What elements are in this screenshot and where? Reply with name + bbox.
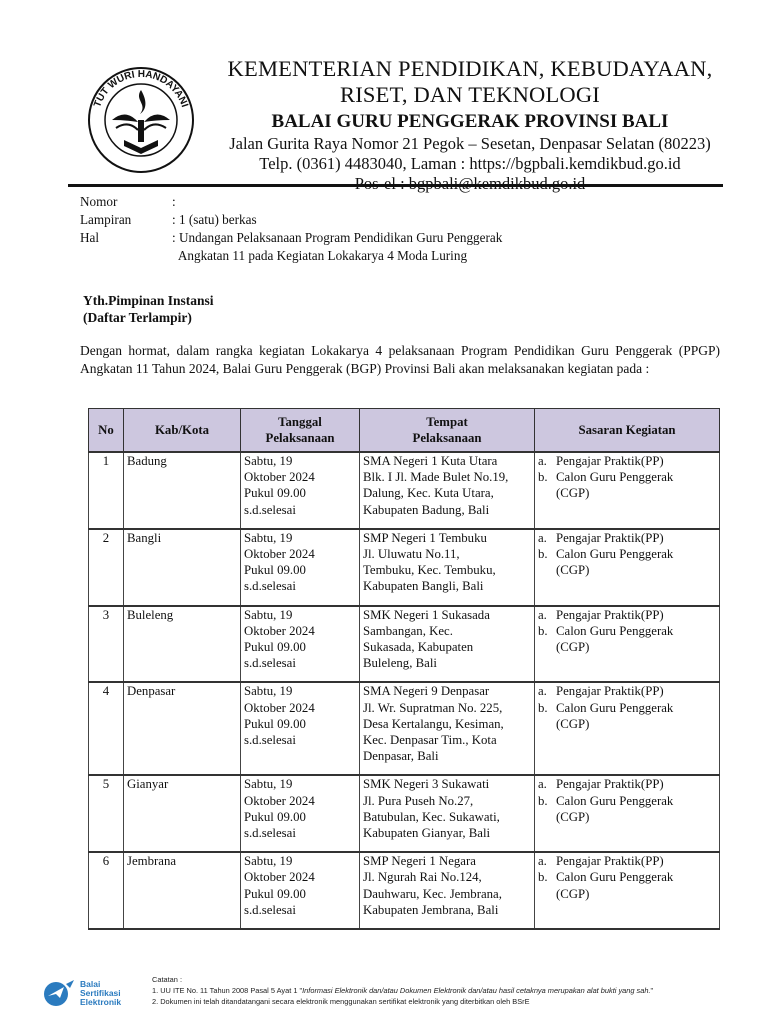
cell-tanggal bbox=[241, 529, 360, 606]
sasaran-marker bbox=[538, 886, 556, 902]
sasaran-text: Pengajar Praktik(PP) bbox=[556, 684, 664, 699]
sasaran-marker bbox=[538, 716, 556, 732]
cell-sasaran bbox=[535, 775, 720, 852]
table-row bbox=[89, 606, 720, 683]
sasaran-item bbox=[538, 716, 716, 732]
lampiran-label: Lampiran bbox=[80, 212, 132, 227]
tempat-line: SMP Negeri 1 Negara bbox=[363, 854, 476, 869]
tanggal-line: Sabtu, 19 bbox=[244, 854, 293, 869]
sasaran-text: (CGP) bbox=[556, 716, 590, 731]
tanggal-line: Sabtu, 19 bbox=[244, 530, 293, 545]
sasaran-item bbox=[538, 546, 716, 562]
cell-kab: Buleleng bbox=[124, 606, 241, 683]
cell-sasaran bbox=[535, 529, 720, 606]
tanggal-line: Oktober 2024 bbox=[244, 470, 315, 485]
tanggal-line: s.d.selesai bbox=[244, 579, 296, 594]
sasaran-text: Pengajar Praktik(PP) bbox=[556, 607, 664, 622]
note-2: 2. Dokumen ini telah ditandatangani secara elektronik menggunakan sertifikat elektronik yang diterbitkan oleh BSrE bbox=[152, 997, 530, 1006]
ministry-name-line1: KEMENTERIAN PENDIDIKAN, KEBUDAYAAN, bbox=[227, 56, 713, 81]
cell-no: 2 bbox=[89, 529, 124, 606]
tanggal-line: Pukul 09.00 bbox=[244, 716, 306, 731]
tempat-line: Blk. I Jl. Made Bulet No.19, bbox=[363, 470, 509, 485]
tanggal-line: Sabtu, 19 bbox=[244, 684, 293, 699]
sasaran-marker: a. bbox=[538, 607, 547, 622]
sasaran-item bbox=[538, 562, 716, 578]
tanggal-line: Oktober 2024 bbox=[244, 623, 315, 638]
sasaran-text: Calon Guru Penggerak bbox=[556, 470, 674, 485]
institution-address: Jalan Gurita Raya Nomor 21 Pegok – Sesetan, Denpasar Selatan (80223) bbox=[229, 134, 711, 153]
cell-sasaran bbox=[535, 452, 720, 529]
addressee-line2: (Daftar Terlampir) bbox=[83, 310, 192, 325]
sasaran-text: (CGP) bbox=[556, 640, 590, 655]
table-row bbox=[89, 852, 720, 929]
sasaran-text: Pengajar Praktik(PP) bbox=[556, 530, 664, 545]
lampiran-value: : 1 (satu) berkas bbox=[172, 212, 257, 227]
tanggal-line: s.d.selesai bbox=[244, 733, 296, 748]
tempat-line: SMK Negeri 1 Sukasada bbox=[363, 607, 490, 622]
col-kab: Kab/Kota bbox=[124, 409, 241, 453]
tempat-line: Batubulan, Kec. Sukawati, bbox=[363, 809, 500, 824]
intro-paragraph: Dengan hormat, dalam rangka kegiatan Lokakarya 4 pelaksanaan Program Pendidikan Guru Penggerak (PPGP) Angkatan 11 Tahun 2024, Balai Guru Penggerak (BGP) Provinsi Bali akan melaksanakan kegiatan pada : bbox=[80, 343, 720, 376]
sasaran-marker: b. bbox=[538, 470, 548, 485]
cell-kab: Gianyar bbox=[124, 775, 241, 852]
tempat-line: Sambangan, Kec. bbox=[363, 623, 453, 638]
institution-name: BALAI GURU PENGGERAK PROVINSI BALI bbox=[271, 111, 669, 132]
cell-tanggal bbox=[241, 852, 360, 929]
nomor-label: Nomor bbox=[80, 194, 118, 209]
footer-notes bbox=[152, 974, 653, 1007]
bsre-icon bbox=[40, 978, 76, 1008]
sasaran-text: Calon Guru Penggerak bbox=[556, 870, 674, 885]
sasaran-text: Pengajar Praktik(PP) bbox=[556, 454, 664, 468]
meta-hal-cont bbox=[80, 247, 502, 265]
sasaran-item bbox=[538, 793, 716, 809]
sasaran-text: (CGP) bbox=[556, 886, 590, 901]
nomor-value: : bbox=[172, 194, 176, 209]
cell-tempat bbox=[360, 775, 535, 852]
sasaran-item bbox=[538, 700, 716, 716]
cell-no: 6 bbox=[89, 852, 124, 929]
tanggal-line: Pukul 09.00 bbox=[244, 486, 306, 501]
tanggal-line: Sabtu, 19 bbox=[244, 777, 293, 792]
tanggal-line: Oktober 2024 bbox=[244, 793, 315, 808]
tempat-line: Jl. Uluwatu No.11, bbox=[363, 547, 460, 562]
sasaran-marker bbox=[538, 639, 556, 655]
sasaran-item bbox=[538, 853, 716, 869]
table-header-row bbox=[89, 409, 720, 453]
table-row bbox=[89, 452, 720, 529]
table-row bbox=[89, 682, 720, 775]
sasaran-text: Calon Guru Penggerak bbox=[556, 547, 674, 562]
col-tempat: Tempat Pelaksanaan bbox=[360, 409, 535, 453]
bsre-text: Balai Sertifikasi Elektronik bbox=[80, 978, 122, 1007]
sasaran-item bbox=[538, 886, 716, 902]
sasaran-marker bbox=[538, 485, 556, 501]
tanggal-line: s.d.selesai bbox=[244, 502, 296, 517]
tempat-line: Denpasar, Bali bbox=[363, 749, 439, 764]
tempat-line: Desa Kertalangu, Kesiman, bbox=[363, 716, 504, 731]
tempat-line: Dalung, Kec. Kuta Utara, bbox=[363, 486, 494, 501]
tanggal-line: s.d.selesai bbox=[244, 656, 296, 671]
addressee bbox=[83, 292, 214, 326]
tempat-line: Kec. Denpasar Tim., Kota bbox=[363, 733, 497, 748]
sasaran-item bbox=[538, 530, 716, 546]
letter-meta bbox=[80, 193, 502, 265]
cell-sasaran bbox=[535, 606, 720, 683]
sasaran-marker: b. bbox=[538, 700, 548, 715]
letterhead-divider bbox=[68, 184, 723, 187]
institution-contact: Telp. (0361) 4483040, Laman : https://bgpbali.kemdikbud.go.id bbox=[259, 154, 681, 173]
tempat-line: SMK Negeri 3 Sukawati bbox=[363, 777, 490, 792]
sasaran-item bbox=[538, 809, 716, 825]
hal-value-continued: Angkatan 11 pada Kegiatan Lokakarya 4 Moda Luring bbox=[172, 248, 468, 263]
sasaran-text: (CGP) bbox=[556, 563, 590, 578]
sasaran-item bbox=[538, 607, 716, 623]
tempat-line: Kabupaten Bangli, Bali bbox=[363, 579, 484, 594]
meta-nomor bbox=[80, 193, 502, 211]
tanggal-line: Oktober 2024 bbox=[244, 547, 315, 562]
cell-no: 4 bbox=[89, 682, 124, 775]
svg-text:TUT WURI HANDAYANI: TUT WURI HANDAYANI bbox=[92, 68, 190, 109]
sasaran-marker: b. bbox=[538, 547, 548, 562]
tempat-line: Jl. Pura Puseh No.27, bbox=[363, 793, 474, 808]
tanggal-line: s.d.selesai bbox=[244, 826, 296, 841]
table-row bbox=[89, 529, 720, 606]
sasaran-marker: b. bbox=[538, 793, 548, 808]
sasaran-marker bbox=[538, 809, 556, 825]
sasaran-item bbox=[538, 639, 716, 655]
tanggal-line: Pukul 09.00 bbox=[244, 809, 306, 824]
tempat-line: Dauhwaru, Kec. Jembrana, bbox=[363, 886, 502, 901]
cell-kab: Jembrana bbox=[124, 852, 241, 929]
cell-tanggal bbox=[241, 452, 360, 529]
tanggal-line: Pukul 09.00 bbox=[244, 563, 306, 578]
sasaran-text: Calon Guru Penggerak bbox=[556, 793, 674, 808]
sasaran-item bbox=[538, 776, 716, 792]
tempat-line: Tembuku, Kec. Tembuku, bbox=[363, 563, 496, 578]
tempat-line: Kabupaten Gianyar, Bali bbox=[363, 826, 491, 841]
tanggal-line: Oktober 2024 bbox=[244, 700, 315, 715]
cell-tempat bbox=[360, 682, 535, 775]
sasaran-marker: a. bbox=[538, 454, 547, 468]
bsre-logo bbox=[40, 978, 121, 1008]
hal-value: : Undangan Pelaksanaan Program Pendidikan Guru Penggerak bbox=[172, 230, 503, 245]
sasaran-text: Pengajar Praktik(PP) bbox=[556, 854, 664, 869]
sasaran-text: Calon Guru Penggerak bbox=[556, 623, 674, 638]
meta-hal bbox=[80, 229, 502, 247]
addressee-line1: Yth.Pimpinan Instansi bbox=[83, 293, 214, 308]
cell-tanggal bbox=[241, 682, 360, 775]
sasaran-marker: b. bbox=[538, 623, 548, 638]
sasaran-marker: a. bbox=[538, 854, 547, 869]
sasaran-text: Pengajar Praktik(PP) bbox=[556, 777, 664, 792]
sasaran-marker bbox=[538, 562, 556, 578]
cell-no: 1 bbox=[89, 452, 124, 529]
tempat-line: Kabupaten Badung, Bali bbox=[363, 502, 490, 517]
cell-tanggal bbox=[241, 775, 360, 852]
sasaran-item bbox=[538, 453, 716, 469]
cell-tempat bbox=[360, 452, 535, 529]
sasaran-item bbox=[538, 469, 716, 485]
tanggal-line: s.d.selesai bbox=[244, 902, 296, 917]
tempat-line: SMP Negeri 1 Tembuku bbox=[363, 530, 487, 545]
tempat-line: Kabupaten Jembrana, Bali bbox=[363, 902, 499, 917]
meta-lampiran bbox=[80, 211, 502, 229]
sasaran-item bbox=[538, 683, 716, 699]
cell-kab: Badung bbox=[124, 452, 241, 529]
sasaran-item bbox=[538, 869, 716, 885]
tempat-line: Jl. Wr. Supratman No. 225, bbox=[363, 700, 503, 715]
note-1: 1. UU ITE No. 11 Tahun 2008 Pasal 5 Ayat 1 "Informasi Elektronik dan/atau Dokumen Elektronik dan/atau hasil cetaknya merupakan alat bukti yang sah." bbox=[152, 986, 654, 995]
cell-kab: Denpasar bbox=[124, 682, 241, 775]
hal-label: Hal bbox=[80, 230, 100, 245]
tanggal-line: Pukul 09.00 bbox=[244, 886, 306, 901]
col-no: No bbox=[89, 409, 124, 453]
tut-wuri-handayani-logo bbox=[82, 62, 200, 174]
sasaran-text: (CGP) bbox=[556, 809, 590, 824]
sasaran-marker: b. bbox=[538, 870, 548, 885]
schedule-table bbox=[88, 408, 720, 930]
sasaran-text: (CGP) bbox=[556, 486, 590, 501]
letterhead bbox=[200, 56, 740, 194]
tanggal-line: Sabtu, 19 bbox=[244, 607, 293, 622]
tempat-line: SMA Negeri 9 Denpasar bbox=[363, 684, 490, 699]
tempat-line: SMA Negeri 1 Kuta Utara bbox=[363, 454, 498, 468]
sasaran-item bbox=[538, 485, 716, 501]
tanggal-line: Oktober 2024 bbox=[244, 870, 315, 885]
tanggal-line: Pukul 09.00 bbox=[244, 640, 306, 655]
sasaran-marker: a. bbox=[538, 530, 547, 545]
cell-tempat bbox=[360, 606, 535, 683]
tanggal-line: Sabtu, 19 bbox=[244, 454, 293, 468]
tempat-line: Buleleng, Bali bbox=[363, 656, 437, 671]
sasaran-marker: a. bbox=[538, 777, 547, 792]
ministry-name-line2: RISET, DAN TEKNOLOGI bbox=[339, 82, 600, 107]
cell-kab: Bangli bbox=[124, 529, 241, 606]
tempat-line: Sukasada, Kabupaten bbox=[363, 640, 474, 655]
cell-no: 5 bbox=[89, 775, 124, 852]
tempat-line: Jl. Ngurah Rai No.124, bbox=[363, 870, 482, 885]
col-sasaran: Sasaran Kegiatan bbox=[535, 409, 720, 453]
cell-tempat bbox=[360, 529, 535, 606]
table-row bbox=[89, 775, 720, 852]
col-tanggal: Tanggal Pelaksanaan bbox=[241, 409, 360, 453]
cell-no: 3 bbox=[89, 606, 124, 683]
sasaran-text: Calon Guru Penggerak bbox=[556, 700, 674, 715]
cell-tempat bbox=[360, 852, 535, 929]
sasaran-marker: a. bbox=[538, 684, 547, 699]
notes-title: Catatan : bbox=[152, 975, 182, 984]
sasaran-item bbox=[538, 623, 716, 639]
cell-tanggal bbox=[241, 606, 360, 683]
cell-sasaran bbox=[535, 682, 720, 775]
cell-sasaran bbox=[535, 852, 720, 929]
